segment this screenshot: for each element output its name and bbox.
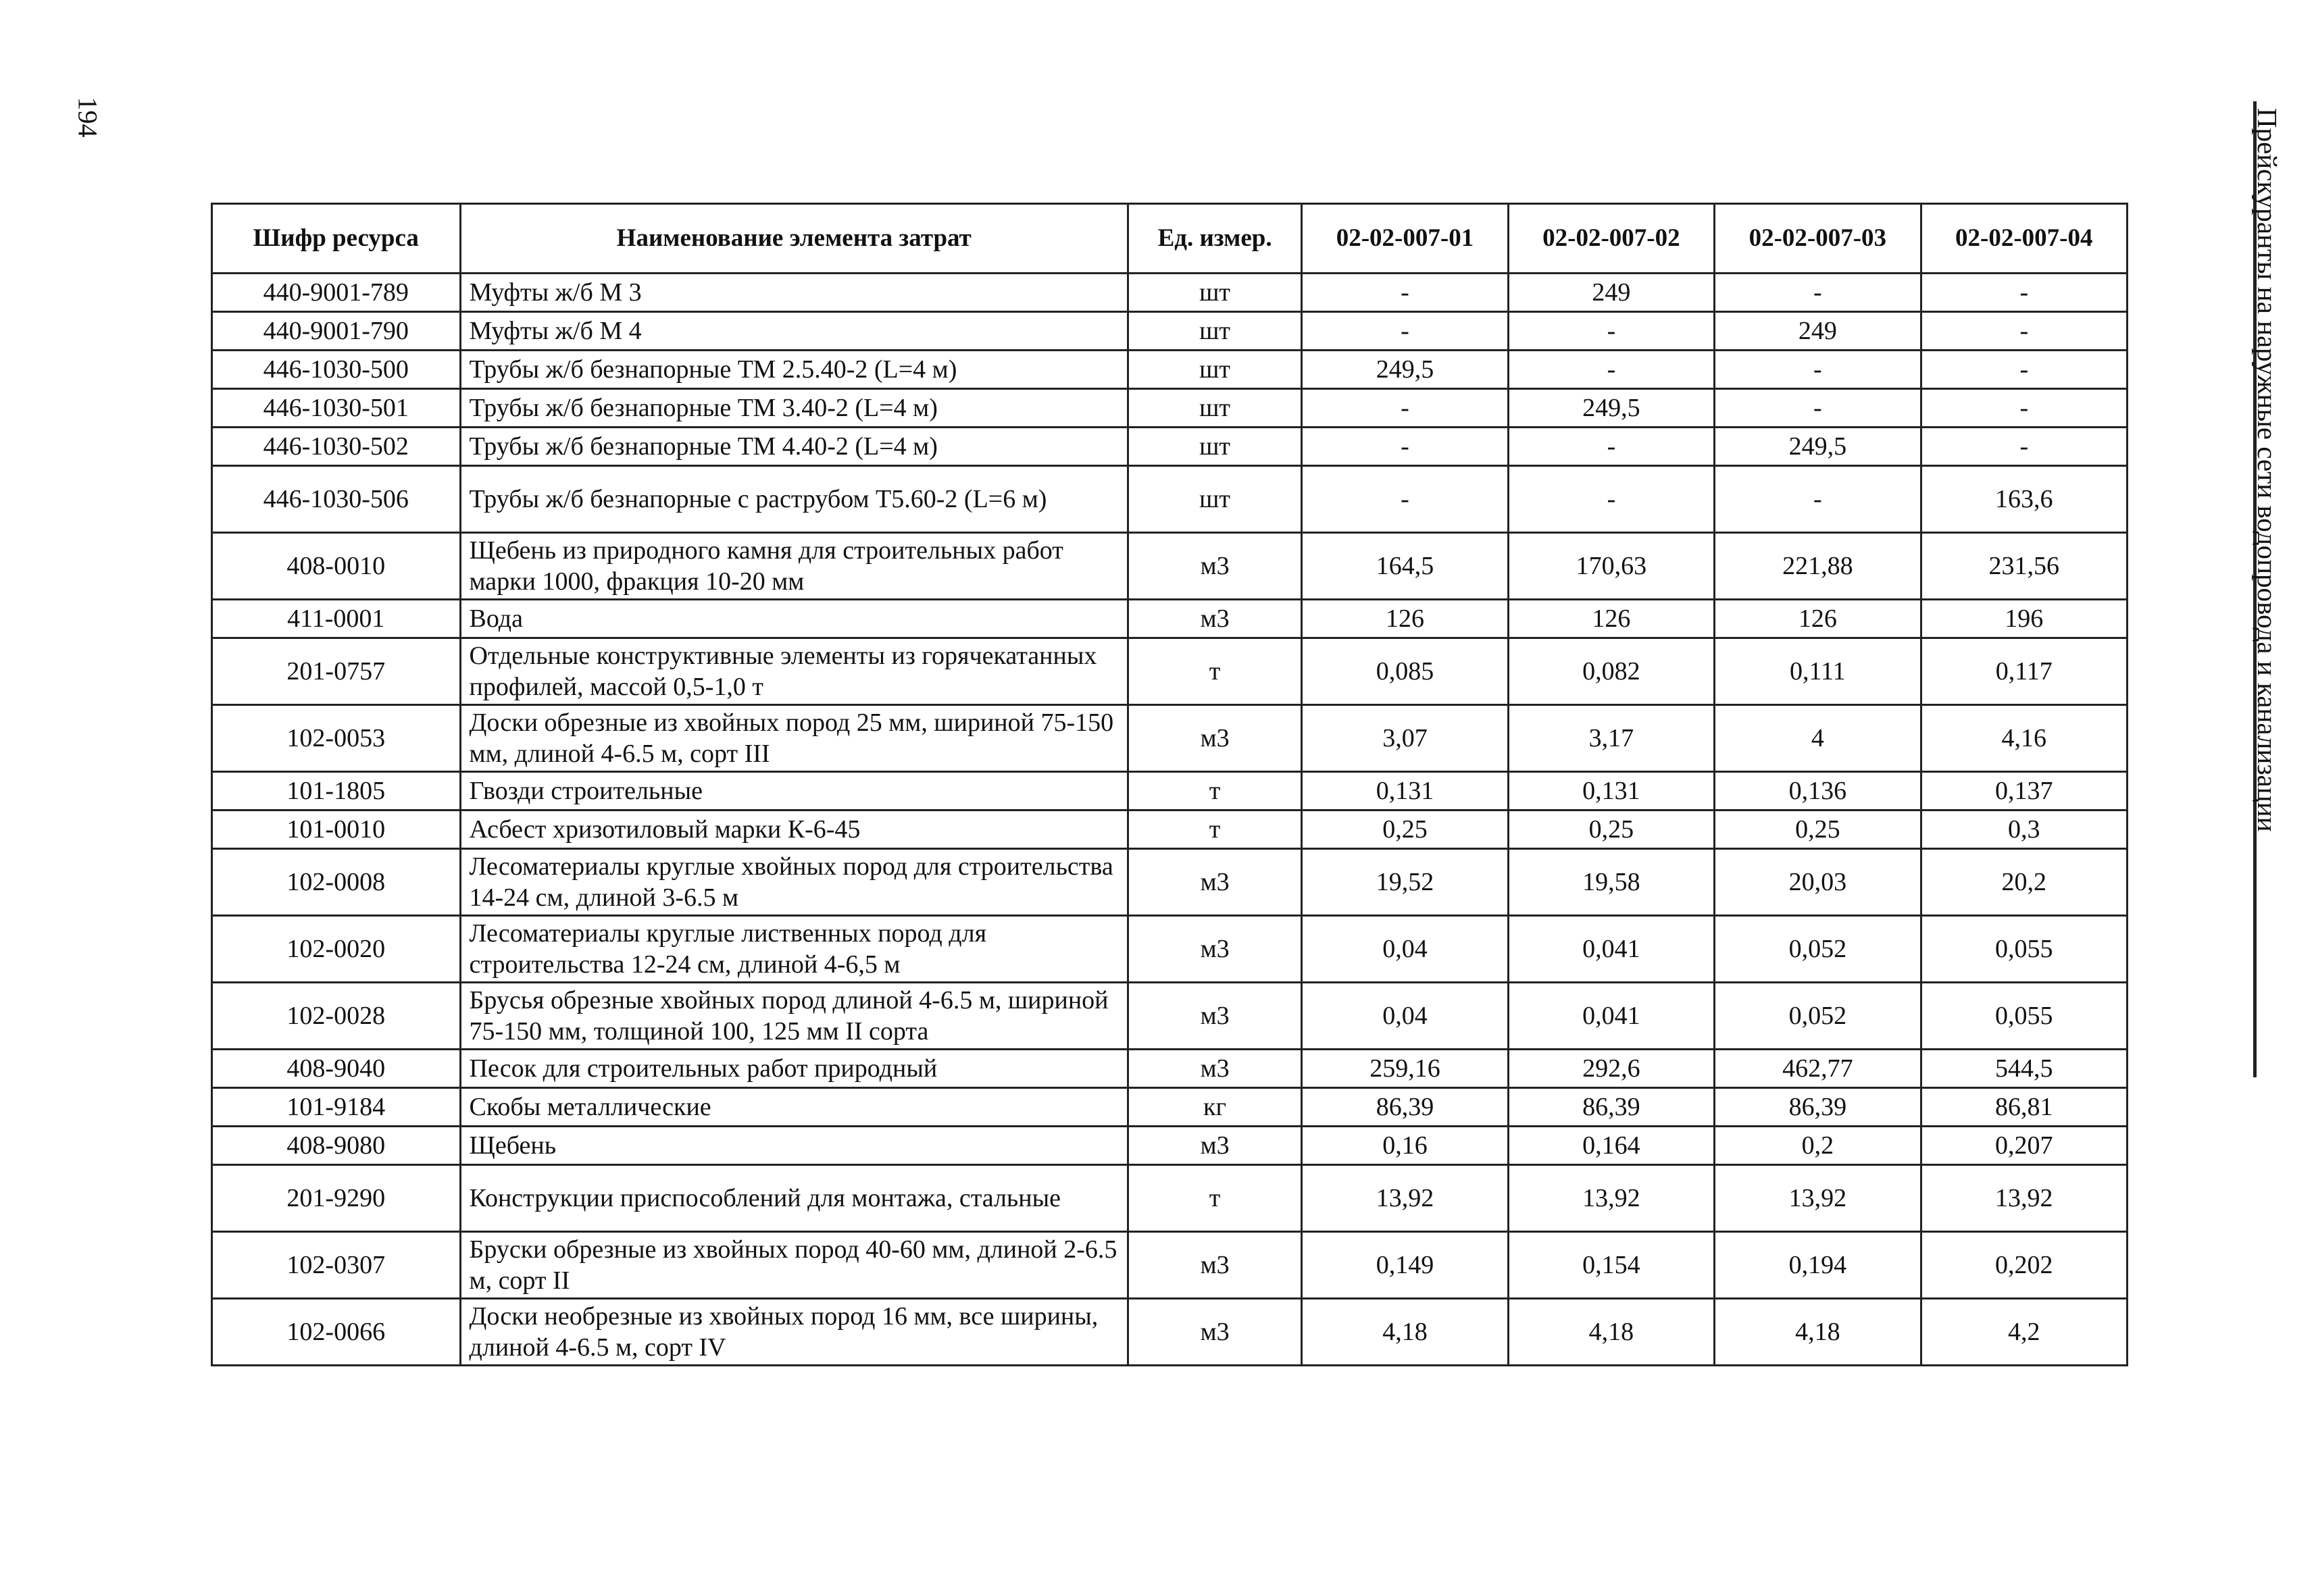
cell-name: Трубы ж/б безнапорные с раструбом Т5.60-2 (L=6 м) xyxy=(460,466,1128,533)
header-col-2: 02-02-007-02 xyxy=(1508,204,1714,274)
cell-value-3: 221,88 xyxy=(1715,533,1921,600)
cell-unit: м3 xyxy=(1128,916,1301,983)
cell-value-2: 126 xyxy=(1508,600,1714,638)
cell-unit: шт xyxy=(1128,351,1301,389)
cell-value-2: 0,082 xyxy=(1508,638,1714,705)
cell-value-3: 4 xyxy=(1715,705,1921,772)
table-row xyxy=(212,1299,2128,1366)
cell-unit: шт xyxy=(1128,428,1301,466)
cell-unit: м3 xyxy=(1128,849,1301,916)
cell-value-1: - xyxy=(1302,428,1508,466)
cell-value-4: 196 xyxy=(1921,600,2127,638)
table-row xyxy=(212,274,2128,312)
cell-value-2: 249 xyxy=(1508,274,1714,312)
cell-value-1: 259,16 xyxy=(1302,1050,1508,1088)
cell-code: 201-9290 xyxy=(212,1165,461,1232)
cell-name: Конструкции приспособлений для монтажа, стальные xyxy=(460,1165,1128,1232)
cell-value-3: 462,77 xyxy=(1715,1050,1921,1088)
table-row xyxy=(212,389,2128,428)
cell-unit: м3 xyxy=(1128,1127,1301,1165)
cell-name: Отдельные конструктивные элементы из горячекатанных профилей, массой 0,5-1,0 т xyxy=(460,638,1128,705)
cell-code: 102-0020 xyxy=(212,916,461,983)
cell-unit: м3 xyxy=(1128,705,1301,772)
cell-name: Доски необрезные из хвойных пород 16 мм, все ширины, длиной 4-6.5 м, сорт IV xyxy=(460,1299,1128,1366)
cell-unit: т xyxy=(1128,1165,1301,1232)
cell-unit: шт xyxy=(1128,389,1301,428)
cell-code: 101-9184 xyxy=(212,1088,461,1127)
resource-cost-table xyxy=(211,203,2128,1366)
cell-value-3: 0,25 xyxy=(1715,810,1921,849)
cell-value-2: 0,164 xyxy=(1508,1127,1714,1165)
cell-unit: шт xyxy=(1128,312,1301,351)
cell-code: 102-0028 xyxy=(212,983,461,1050)
table-row xyxy=(212,466,2128,533)
cell-value-1: 0,16 xyxy=(1302,1127,1508,1165)
cell-name: Асбест хризотиловый марки К-6-45 xyxy=(460,810,1128,849)
cell-value-4: - xyxy=(1921,351,2127,389)
cell-code: 101-0010 xyxy=(212,810,461,849)
cell-value-1: 0,131 xyxy=(1302,772,1508,810)
cell-value-3: - xyxy=(1715,274,1921,312)
cell-unit: шт xyxy=(1128,466,1301,533)
table-row xyxy=(212,1088,2128,1127)
cell-value-3: 0,052 xyxy=(1715,983,1921,1050)
cell-value-2: 0,154 xyxy=(1508,1232,1714,1299)
cell-value-2: - xyxy=(1508,466,1714,533)
cell-name: Брусья обрезные хвойных пород длиной 4-6.5 м, шириной 75-150 мм, толщиной 100, 125 мм II сорта xyxy=(460,983,1128,1050)
cell-code: 411-0001 xyxy=(212,600,461,638)
side-title: Прейскуранты на наружные сети водопровода и канализации xyxy=(2252,108,2283,832)
cell-value-3: - xyxy=(1715,389,1921,428)
cell-unit: м3 xyxy=(1128,983,1301,1050)
cell-name: Трубы ж/б безнапорные ТМ 2.5.40-2 (L=4 м) xyxy=(460,351,1128,389)
table-row xyxy=(212,772,2128,810)
cell-value-2: 19,58 xyxy=(1508,849,1714,916)
cell-name: Трубы ж/б безнапорные ТМ 3.40-2 (L=4 м) xyxy=(460,389,1128,428)
cell-value-3: 0,052 xyxy=(1715,916,1921,983)
cell-value-2: - xyxy=(1508,351,1714,389)
cell-value-4: 86,81 xyxy=(1921,1088,2127,1127)
cell-value-2: - xyxy=(1508,312,1714,351)
cell-code: 440-9001-790 xyxy=(212,312,461,351)
cell-value-4: - xyxy=(1921,428,2127,466)
header-col-4: 02-02-007-04 xyxy=(1921,204,2127,274)
cell-value-4: - xyxy=(1921,389,2127,428)
cell-unit: м3 xyxy=(1128,533,1301,600)
table-row xyxy=(212,1127,2128,1165)
cell-value-4: 20,2 xyxy=(1921,849,2127,916)
header-col-1: 02-02-007-01 xyxy=(1302,204,1508,274)
cell-name: Скобы металлические xyxy=(460,1088,1128,1127)
cell-code: 102-0008 xyxy=(212,849,461,916)
cell-value-4: 0,117 xyxy=(1921,638,2127,705)
cell-value-1: - xyxy=(1302,466,1508,533)
header-unit: Ед. измер. xyxy=(1128,204,1301,274)
cell-value-3: 126 xyxy=(1715,600,1921,638)
cell-value-2: 3,17 xyxy=(1508,705,1714,772)
cell-value-4: 0,055 xyxy=(1921,983,2127,1050)
cell-unit: шт xyxy=(1128,274,1301,312)
cell-name: Лесоматериалы круглые лиственных пород для строительства 12-24 см, длиной 4-6,5 м xyxy=(460,916,1128,983)
cell-name: Муфты ж/б М 4 xyxy=(460,312,1128,351)
cell-code: 102-0307 xyxy=(212,1232,461,1299)
cell-value-3: - xyxy=(1715,351,1921,389)
cell-value-2: - xyxy=(1508,428,1714,466)
cell-value-2: 4,18 xyxy=(1508,1299,1714,1366)
cell-value-1: 19,52 xyxy=(1302,849,1508,916)
cell-value-4: 13,92 xyxy=(1921,1165,2127,1232)
cell-name: Гвозди строительные xyxy=(460,772,1128,810)
table-row xyxy=(212,600,2128,638)
table-row xyxy=(212,1050,2128,1088)
table-row xyxy=(212,705,2128,772)
cell-value-4: - xyxy=(1921,312,2127,351)
cell-name: Муфты ж/б М 3 xyxy=(460,274,1128,312)
cell-value-3: - xyxy=(1715,466,1921,533)
cell-unit: м3 xyxy=(1128,1050,1301,1088)
cell-value-4: 231,56 xyxy=(1921,533,2127,600)
page-number: 194 xyxy=(72,97,103,138)
table-row xyxy=(212,916,2128,983)
cell-value-1: 0,04 xyxy=(1302,916,1508,983)
cell-value-4: 4,2 xyxy=(1921,1299,2127,1366)
cell-unit: м3 xyxy=(1128,600,1301,638)
cell-value-4: 0,207 xyxy=(1921,1127,2127,1165)
cell-value-1: 249,5 xyxy=(1302,351,1508,389)
cell-value-4: 0,055 xyxy=(1921,916,2127,983)
cell-value-3: 0,2 xyxy=(1715,1127,1921,1165)
cell-name: Бруски обрезные из хвойных пород 40-60 мм, длиной 2-6.5 м, сорт II xyxy=(460,1232,1128,1299)
table-row xyxy=(212,312,2128,351)
table-body xyxy=(212,274,2128,1366)
cell-name: Доски обрезные из хвойных пород 25 мм, шириной 75-150 мм, длиной 4-6.5 м, сорт III xyxy=(460,705,1128,772)
cell-value-3: 13,92 xyxy=(1715,1165,1921,1232)
cell-code: 446-1030-500 xyxy=(212,351,461,389)
cell-value-1: - xyxy=(1302,389,1508,428)
header-col-3: 02-02-007-03 xyxy=(1715,204,1921,274)
cell-value-1: 13,92 xyxy=(1302,1165,1508,1232)
cell-name: Щебень xyxy=(460,1127,1128,1165)
cell-code: 446-1030-502 xyxy=(212,428,461,466)
table-header-row xyxy=(212,204,2128,274)
table-row xyxy=(212,428,2128,466)
cell-value-3: 20,03 xyxy=(1715,849,1921,916)
cell-code: 201-0757 xyxy=(212,638,461,705)
table-row xyxy=(212,983,2128,1050)
cell-value-1: 0,085 xyxy=(1302,638,1508,705)
cell-value-4: - xyxy=(1921,274,2127,312)
table-row xyxy=(212,533,2128,600)
cell-value-4: 4,16 xyxy=(1921,705,2127,772)
cell-value-2: 0,131 xyxy=(1508,772,1714,810)
table-row xyxy=(212,351,2128,389)
header-code: Шифр ресурса xyxy=(212,204,461,274)
table-row xyxy=(212,1232,2128,1299)
cell-value-1: 0,25 xyxy=(1302,810,1508,849)
cell-unit: т xyxy=(1128,772,1301,810)
cell-value-4: 0,3 xyxy=(1921,810,2127,849)
table-row xyxy=(212,849,2128,916)
cell-code: 446-1030-506 xyxy=(212,466,461,533)
cell-code: 446-1030-501 xyxy=(212,389,461,428)
cell-value-2: 170,63 xyxy=(1508,533,1714,600)
cell-unit: м3 xyxy=(1128,1232,1301,1299)
cell-value-3: 86,39 xyxy=(1715,1088,1921,1127)
cell-value-2: 86,39 xyxy=(1508,1088,1714,1127)
cell-name: Трубы ж/б безнапорные ТМ 4.40-2 (L=4 м) xyxy=(460,428,1128,466)
cell-unit: т xyxy=(1128,810,1301,849)
cell-value-1: 86,39 xyxy=(1302,1088,1508,1127)
cell-code: 102-0066 xyxy=(212,1299,461,1366)
cell-value-3: 0,194 xyxy=(1715,1232,1921,1299)
cell-value-3: 0,111 xyxy=(1715,638,1921,705)
cell-name: Песок для строительных работ природный xyxy=(460,1050,1128,1088)
header-name: Наименование элемента затрат xyxy=(460,204,1128,274)
cell-value-2: 0,041 xyxy=(1508,983,1714,1050)
cell-value-3: 249,5 xyxy=(1715,428,1921,466)
table-row xyxy=(212,810,2128,849)
cell-value-4: 163,6 xyxy=(1921,466,2127,533)
cell-unit: кг xyxy=(1128,1088,1301,1127)
cell-value-1: 164,5 xyxy=(1302,533,1508,600)
cell-value-1: 0,04 xyxy=(1302,983,1508,1050)
cell-code: 101-1805 xyxy=(212,772,461,810)
cell-value-3: 0,136 xyxy=(1715,772,1921,810)
cell-value-1: - xyxy=(1302,274,1508,312)
table-row xyxy=(212,638,2128,705)
cell-value-1: 4,18 xyxy=(1302,1299,1508,1366)
cell-value-3: 249 xyxy=(1715,312,1921,351)
cell-name: Вода xyxy=(460,600,1128,638)
cell-code: 440-9001-789 xyxy=(212,274,461,312)
cell-value-4: 544,5 xyxy=(1921,1050,2127,1088)
cell-value-4: 0,202 xyxy=(1921,1232,2127,1299)
cell-name: Щебень из природного камня для строительных работ марки 1000, фракция 10-20 мм xyxy=(460,533,1128,600)
cell-value-2: 249,5 xyxy=(1508,389,1714,428)
cell-code: 102-0053 xyxy=(212,705,461,772)
cell-value-2: 292,6 xyxy=(1508,1050,1714,1088)
cell-value-1: 0,149 xyxy=(1302,1232,1508,1299)
cell-name: Лесоматериалы круглые хвойных пород для строительства 14-24 см, длиной 3-6.5 м xyxy=(460,849,1128,916)
cell-code: 408-0010 xyxy=(212,533,461,600)
cell-value-4: 0,137 xyxy=(1921,772,2127,810)
cell-value-2: 13,92 xyxy=(1508,1165,1714,1232)
cell-unit: т xyxy=(1128,638,1301,705)
cell-value-2: 0,041 xyxy=(1508,916,1714,983)
cell-value-1: 3,07 xyxy=(1302,705,1508,772)
table-row xyxy=(212,1165,2128,1232)
cell-code: 408-9080 xyxy=(212,1127,461,1165)
cell-value-1: - xyxy=(1302,312,1508,351)
cell-value-1: 126 xyxy=(1302,600,1508,638)
cell-unit: м3 xyxy=(1128,1299,1301,1366)
cell-code: 408-9040 xyxy=(212,1050,461,1088)
cell-value-3: 4,18 xyxy=(1715,1299,1921,1366)
cell-value-2: 0,25 xyxy=(1508,810,1714,849)
